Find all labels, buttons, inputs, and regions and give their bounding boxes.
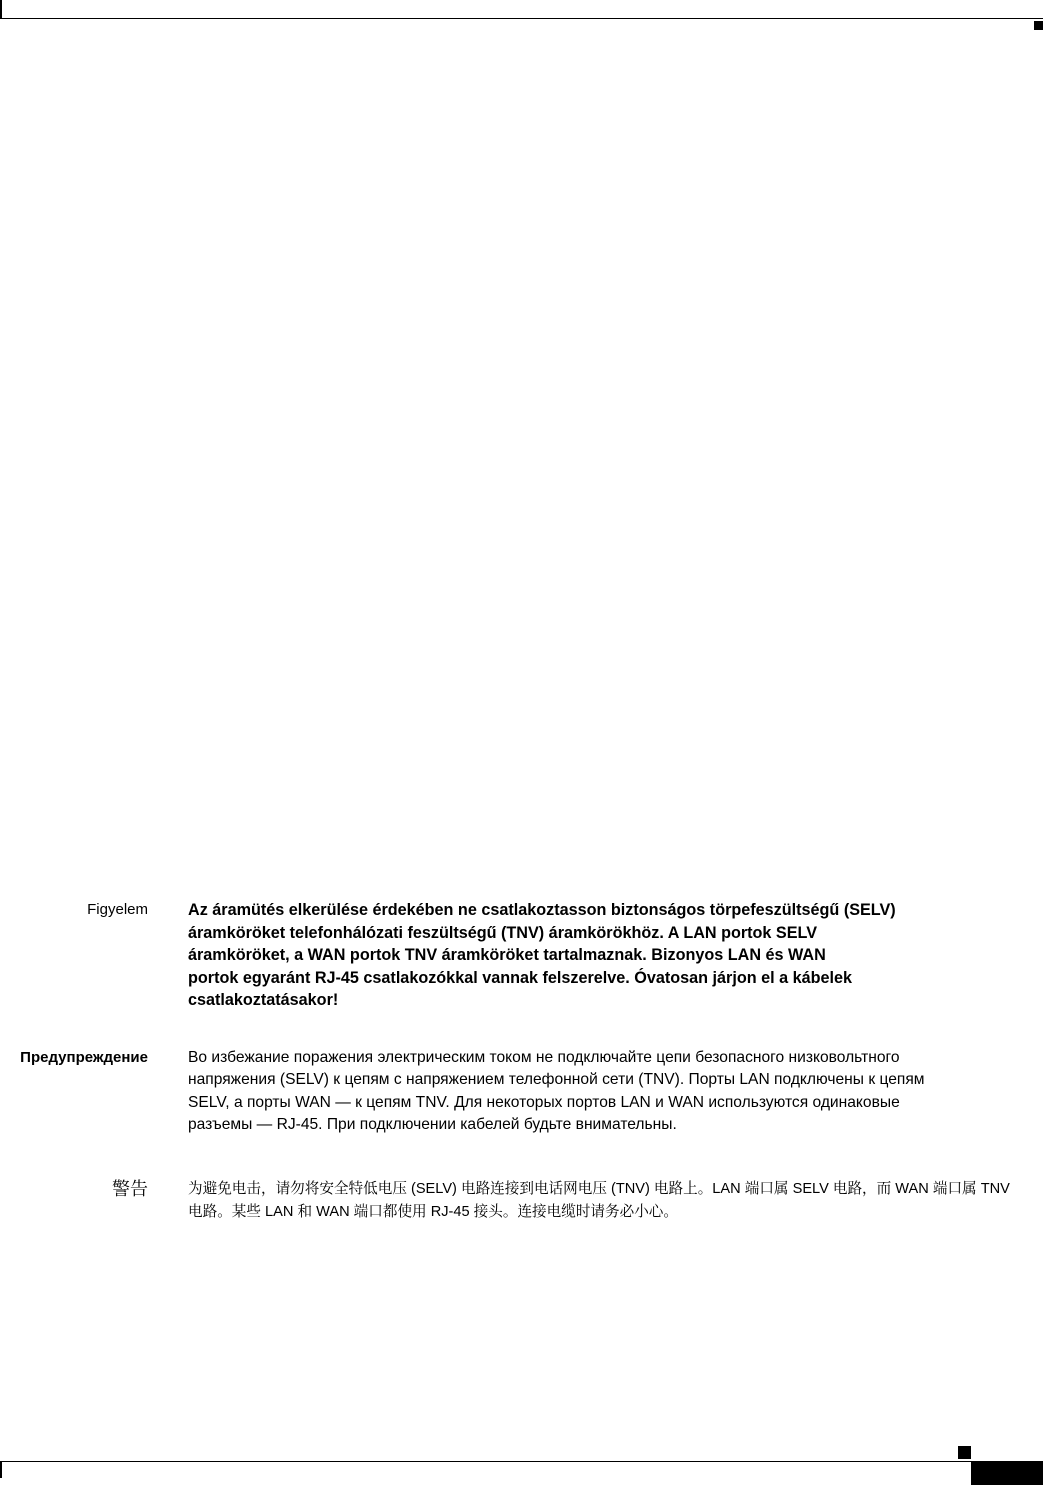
warning-label: Figyelem bbox=[87, 901, 148, 918]
warning-label: Предупреждение bbox=[20, 1049, 148, 1066]
warning-text bbox=[188, 1047, 1040, 1137]
warning-line: Az áramütés elkerülése érdekében ne csatlakoztasson biztonságos törpefeszültségű (SELV) bbox=[188, 901, 896, 919]
header-corner-marker bbox=[1034, 21, 1043, 30]
warning-line: напряжения (SELV) к цепям с напряжением телефонной сети (TNV). Порты LAN подключены к цепям bbox=[188, 1071, 925, 1089]
warning-line: portok egyaránt RJ-45 csatlakozókkal vannak felszerelve. Óvatosan járjon el a kábelek bbox=[188, 968, 852, 987]
warning-line: áramköröket, a WAN portok TNV áramköröket tartalmaznak. Bizonyos LAN és WAN bbox=[188, 946, 826, 965]
header-left-tick bbox=[0, 0, 2, 19]
footer-page-tab bbox=[971, 1461, 1043, 1485]
warning-line: 电路。某些 LAN 和 WAN 端口都使用 RJ-45 接头。连接电缆时请务必小心。 bbox=[188, 1203, 678, 1220]
warning-line: Во избежание поражения электрическим током не подключайте цепи безопасного низковольтного bbox=[188, 1049, 900, 1066]
warning-text bbox=[188, 1178, 1040, 1223]
warning-line: 为避免电击，请勿将安全特低电压 (SELV) 电路连接到电话网电压 (TNV) 电路上。LAN 端口属 SELV 电路，而 WAN 端口属 TNV bbox=[188, 1181, 1010, 1197]
warning-line: áramköröket telefonhálózati feszültségű (TNV) áramkörökhöz. A LAN portok SELV bbox=[188, 923, 818, 942]
warning-line: csatlakoztatásakor! bbox=[188, 991, 339, 1010]
warning-line: разъемы — RJ-45. При подключении кабелей будьте внимательны. bbox=[188, 1116, 677, 1134]
warning-label: 警告 bbox=[112, 1179, 148, 1199]
footer-marker bbox=[958, 1446, 971, 1459]
footer-rule bbox=[0, 1461, 1043, 1462]
warning-text bbox=[188, 899, 1040, 1012]
warning-line: SELV, а порты WAN — к цепям TNV. Для некоторых портов LAN и WAN используются одинаковые bbox=[188, 1093, 900, 1111]
footer-left-tick bbox=[0, 1461, 2, 1478]
header-rule bbox=[0, 18, 1043, 19]
